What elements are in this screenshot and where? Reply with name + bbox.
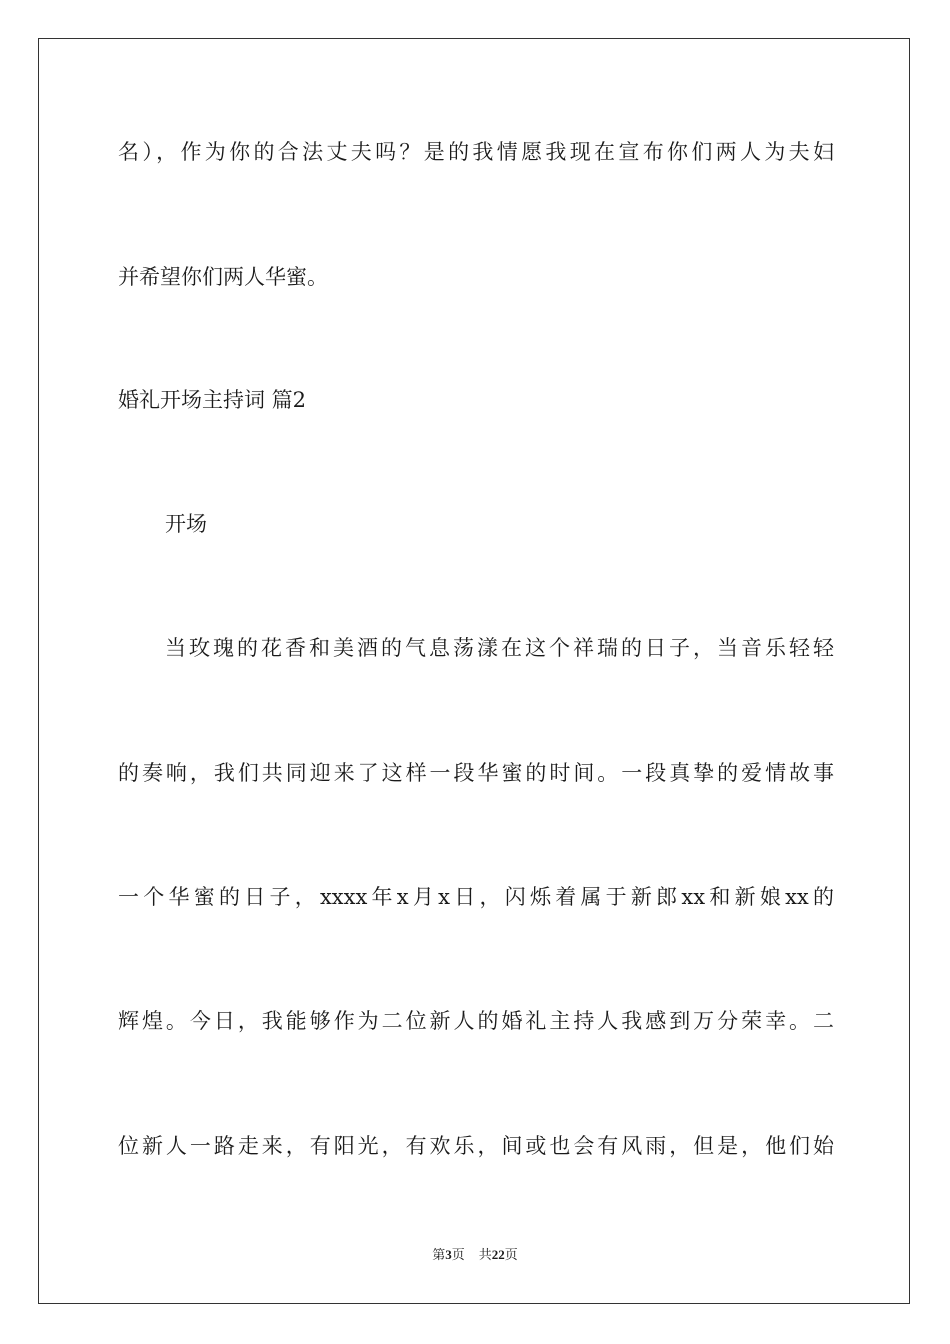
footer-total-suffix: 页: [504, 1247, 518, 1262]
body-line-8: 辉煌。今日，我能够作为二位新人的婚礼主持人我感到万分荣幸。二: [118, 1009, 834, 1033]
footer-page-prefix: 第: [432, 1247, 446, 1262]
body-line-7: 一个华蜜的日子，xxxx年x月x日，闪烁着属于新郎xx和新娘xx的: [118, 885, 834, 909]
body-line-2: 并希望你们两人华蜜。: [118, 265, 328, 289]
page-border: [38, 38, 910, 1304]
footer-page-suffix: 页: [451, 1247, 465, 1262]
body-line-5: 当玫瑰的花香和美酒的气息荡漾在这个祥瑞的日子，当音乐轻轻: [165, 636, 834, 660]
footer-page-number: 3: [445, 1247, 452, 1262]
body-line-9: 位新人一路走来，有阳光，有欢乐，间或也会有风雨，但是，他们始: [118, 1134, 834, 1158]
section-heading: 婚礼开场主持词 篇2: [118, 388, 307, 412]
page-footer: [0, 1246, 950, 1264]
footer-total-pages: 22: [491, 1247, 505, 1262]
body-line-1: 名），作为你的合法丈夫吗？是的我情愿我现在宣布你们两人为夫妇: [118, 140, 834, 164]
body-line-6: 的奏响，我们共同迎来了这样一段华蜜的时间。一段真挚的爱情故事: [118, 761, 834, 785]
footer-total-prefix: 共: [478, 1247, 492, 1262]
subheading-opening: 开场: [165, 512, 207, 536]
